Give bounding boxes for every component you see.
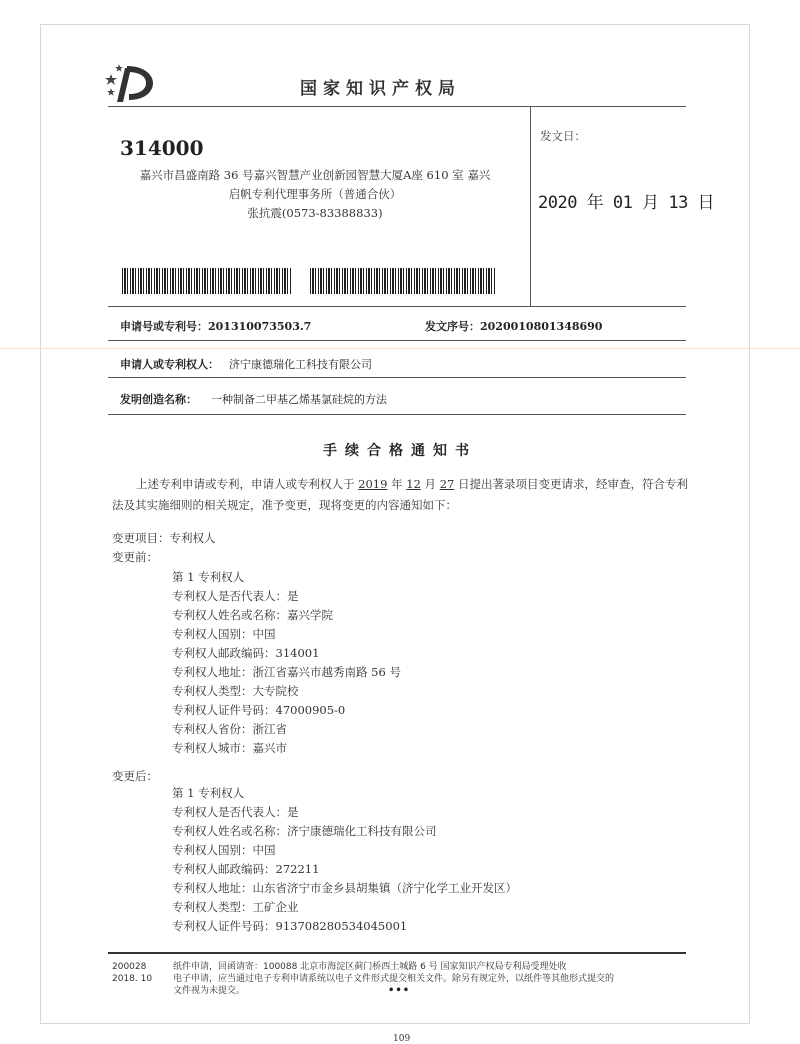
list-item: 专利权人城市：嘉兴市 [172, 741, 287, 755]
application-number-label: 申请号或专利号： [120, 320, 208, 333]
applicant-value: 济宁康德瑞化工科技有限公司 [229, 358, 372, 371]
list-item: 专利权人类型：工矿企业 [172, 900, 299, 914]
application-number-value: 201310073503.7 [208, 320, 312, 333]
list-item: 专利权人国别：中国 [172, 843, 276, 857]
row-rule-1 [108, 340, 686, 341]
notice-title: 手续合格通知书 [323, 443, 477, 459]
list-item: 专利权人证件号码：47000905-0 [172, 703, 346, 717]
serial-number-label: 发文序号： [425, 320, 480, 333]
list-item: 专利权人国别：中国 [172, 627, 276, 641]
before-label: 变更前： [112, 550, 158, 564]
para-text-c: 月 [420, 477, 440, 491]
cnipa-logo-icon [105, 62, 157, 104]
form-date: 2018. 10 [112, 974, 153, 984]
address-block-rule [108, 306, 686, 307]
list-item: 专利权人地址：山东省济宁市金乡县胡集镇（济宁化学工业开发区） [172, 881, 517, 895]
address-line-1: 嘉兴市昌盛南路 36 号嘉兴智慧产业创新园智慧大厦A座 610 室 嘉兴 [139, 168, 491, 182]
form-code: 200028 [112, 962, 147, 972]
list-item: 专利权人姓名或名称：济宁康德瑞化工科技有限公司 [172, 824, 437, 838]
row-rule-3 [108, 414, 686, 415]
address-line-2: 启帆专利代理事务所（普通合伙） [228, 187, 402, 201]
list-item: 专利权人姓名或名称：嘉兴学院 [172, 608, 333, 622]
invention-label: 发明创造名称： [120, 393, 197, 406]
application-number-row [120, 318, 311, 334]
request-day: 27 [439, 477, 455, 491]
list-item: 专利权人类型：大专院校 [172, 684, 299, 698]
date-column-divider [530, 106, 531, 306]
footer-line-2: 电子申请，应当通过电子专利申请系统以电子文件形式提交相关文件。除另有规定外，以纸件等其他形式提交的 [173, 974, 615, 984]
header-rule [108, 106, 686, 107]
change-item: 变更项目：专利权人 [112, 531, 216, 545]
list-item: 第 1 专利权人 [172, 786, 245, 800]
send-date-label: 发文日： [540, 129, 586, 143]
send-date-value: 2020 年 01 月 13 日 [538, 193, 715, 213]
list-item: 专利权人是否代表人：是 [172, 805, 299, 819]
barcode-right [310, 268, 495, 294]
applicant-row [120, 356, 372, 372]
footer-line-1: 纸件申请，回函请寄：100088 北京市海淀区蓟门桥西土城路 6 号 国家知识产权局专利局受理处收 [173, 962, 567, 972]
recipient-address [115, 166, 515, 223]
serial-number-row [425, 318, 602, 334]
list-item: 第 1 专利权人 [172, 570, 245, 584]
invention-value: 一种制备二甲基乙烯基氯硅烷的方法 [211, 393, 387, 406]
serial-number-value: 2020010801348690 [480, 320, 603, 333]
list-item: 专利权人地址：浙江省嘉兴市越秀南路 56 号 [172, 665, 401, 679]
para-text-a: 上述专利申请或专利，申请人或专利权人于 [136, 477, 359, 491]
footer-rule [108, 952, 686, 954]
office-name: 国家知识产权局 [300, 79, 461, 99]
postal-code: 314000 [120, 136, 204, 160]
scan-highlight-line [0, 348, 800, 349]
list-item: 专利权人是否代表人：是 [172, 589, 299, 603]
para-text-b: 年 [387, 477, 407, 491]
row-rule-2 [108, 377, 686, 378]
barcode-left [122, 268, 292, 294]
before-list [172, 568, 401, 758]
page-number: 109 [393, 1034, 411, 1044]
footer-line-3: 文件视为未提交。 [173, 986, 246, 996]
notice-paragraph [112, 474, 697, 516]
footer-notes [173, 961, 693, 997]
list-item: 专利权人证件号码：913708280534045001 [172, 919, 408, 933]
footer-dots: ••• [388, 985, 411, 996]
request-month: 12 [406, 477, 421, 491]
invention-row [120, 391, 387, 407]
para-text-d: 日提出著录项目变更请求，经审查，符合专利法及其实施细则的相关规定，准予变更，现将变更的内容通知如下： [112, 477, 688, 512]
form-code-block [112, 961, 152, 985]
after-label: 变更后： [112, 769, 158, 783]
list-item: 专利权人省份：浙江省 [172, 722, 287, 736]
request-year: 2019 [358, 477, 388, 491]
applicant-label: 申请人或专利权人： [120, 358, 219, 371]
after-list [172, 784, 517, 936]
list-item: 专利权人邮政编码：314001 [172, 646, 320, 660]
address-line-3: 张抗震(0573-83388833) [247, 206, 383, 220]
list-item: 专利权人邮政编码：272211 [172, 862, 320, 876]
